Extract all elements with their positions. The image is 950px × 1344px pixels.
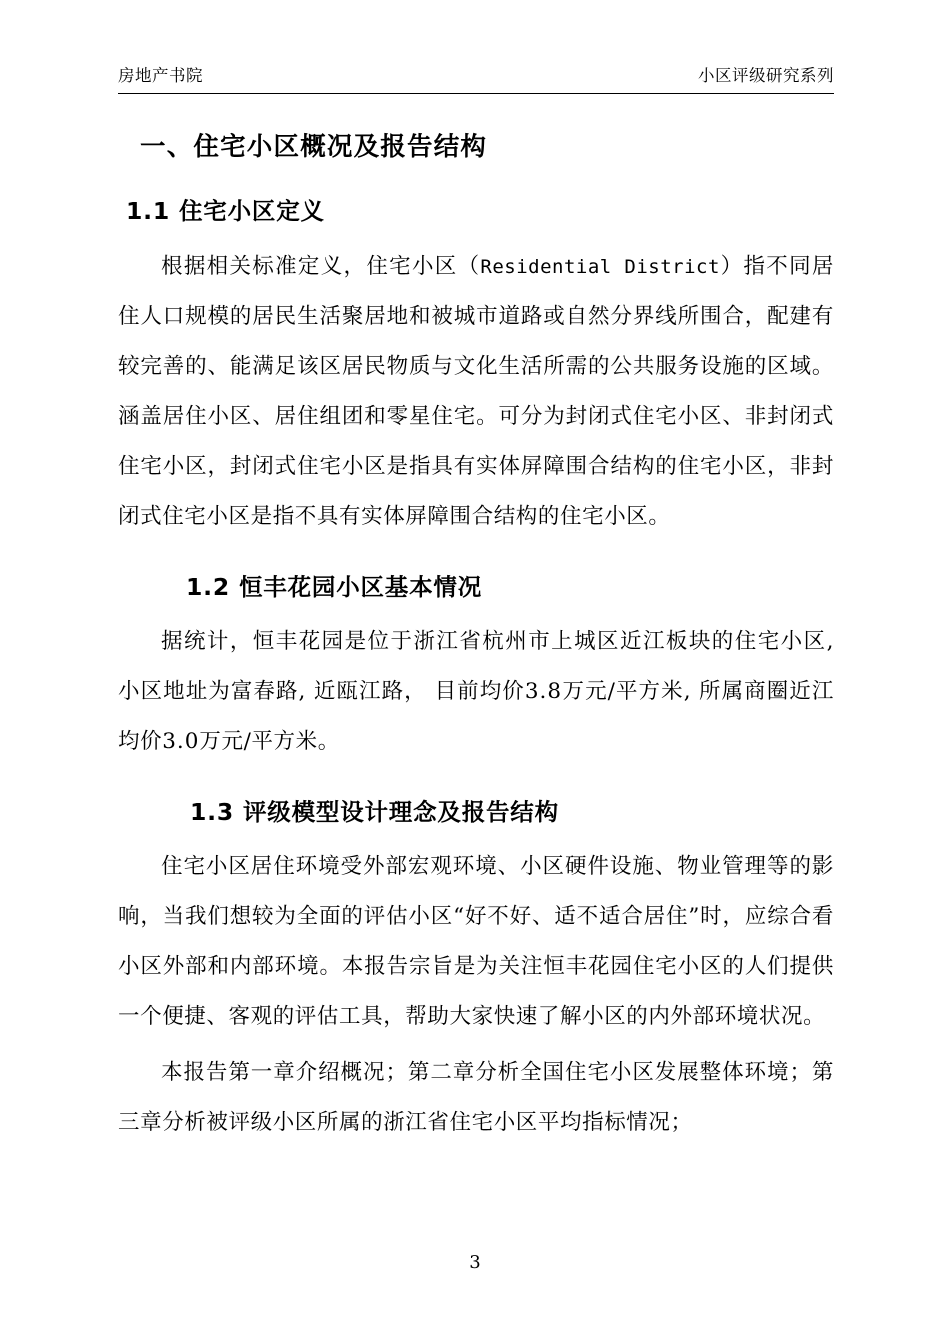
definition-text-part-b: ）指不同居住人口规模的居民生活聚居地和被城市道路或自然分界线所围合，配建有较完善的、能满足该区居民物质与文化生活所需的公共服务设施的区域。涵盖居住小区、居住组团和零星住宅。可分为封闭式住宅小区、非封闭式住宅小区，封闭式住宅小区是指具有实体屏障围合结构的住宅小区，非封闭式住宅小区是指不具有实体屏障围合结构的住宅小区。	[118, 253, 834, 529]
community-text-b: , 小区地址为富春路, 近瓯江路， 目前均价	[118, 628, 834, 704]
chapter-heading: 一、住宅小区概况及报告结构	[140, 132, 488, 162]
section-heading-1-3: 1.3 评级模型设计理念及报告结构	[190, 797, 559, 826]
community-text-c: 万元/平方米	[562, 678, 684, 704]
community-text-a: 据统计，恒丰花园是位于浙江省杭州市上城区近江板块的住宅小区	[161, 628, 827, 654]
definition-latin-term: Residential District	[480, 255, 720, 278]
paragraph-report-structure: 本报告第一章介绍概况；第二章分析全国住宅小区发展整体环境；第三章分析被评级小区所属的浙江省住宅小区平均指标情况；	[118, 1060, 834, 1135]
definition-text-part-a: 根据相关标准定义，住宅小区（	[161, 253, 481, 279]
community-text-e: 万元/平方米。	[199, 728, 340, 754]
page-header	[118, 62, 834, 94]
section-heading-1-2: 1.2 恒丰花园小区基本情况	[186, 572, 483, 601]
paragraph-definition	[118, 242, 834, 542]
section-heading-1-1: 1.1 住宅小区定义	[126, 197, 325, 226]
document-content	[118, 110, 834, 1148]
paragraph-community-info	[118, 617, 834, 767]
page-number: 3	[469, 1252, 481, 1273]
community-text-d: , 所属商圈近江均价	[118, 678, 834, 754]
price-district: 3.0	[162, 728, 200, 754]
price-current: 3.8	[524, 678, 563, 704]
paragraph-model-concept: 住宅小区居住环境受外部宏观环境、小区硬件设施、物业管理等的影响，当我们想较为全面的评估小区“好不好、适不适合居住”时，应综合看小区外部和内部环境。本报告宗旨是为关注恒丰花园住宅小区的人们提供一个便捷、客观的评估工具，帮助大家快速了解小区的内外部环境状况。	[118, 854, 834, 1029]
header-right-text: 小区评级研究系列	[698, 66, 834, 85]
header-left-text: 房地产书院	[118, 66, 203, 85]
